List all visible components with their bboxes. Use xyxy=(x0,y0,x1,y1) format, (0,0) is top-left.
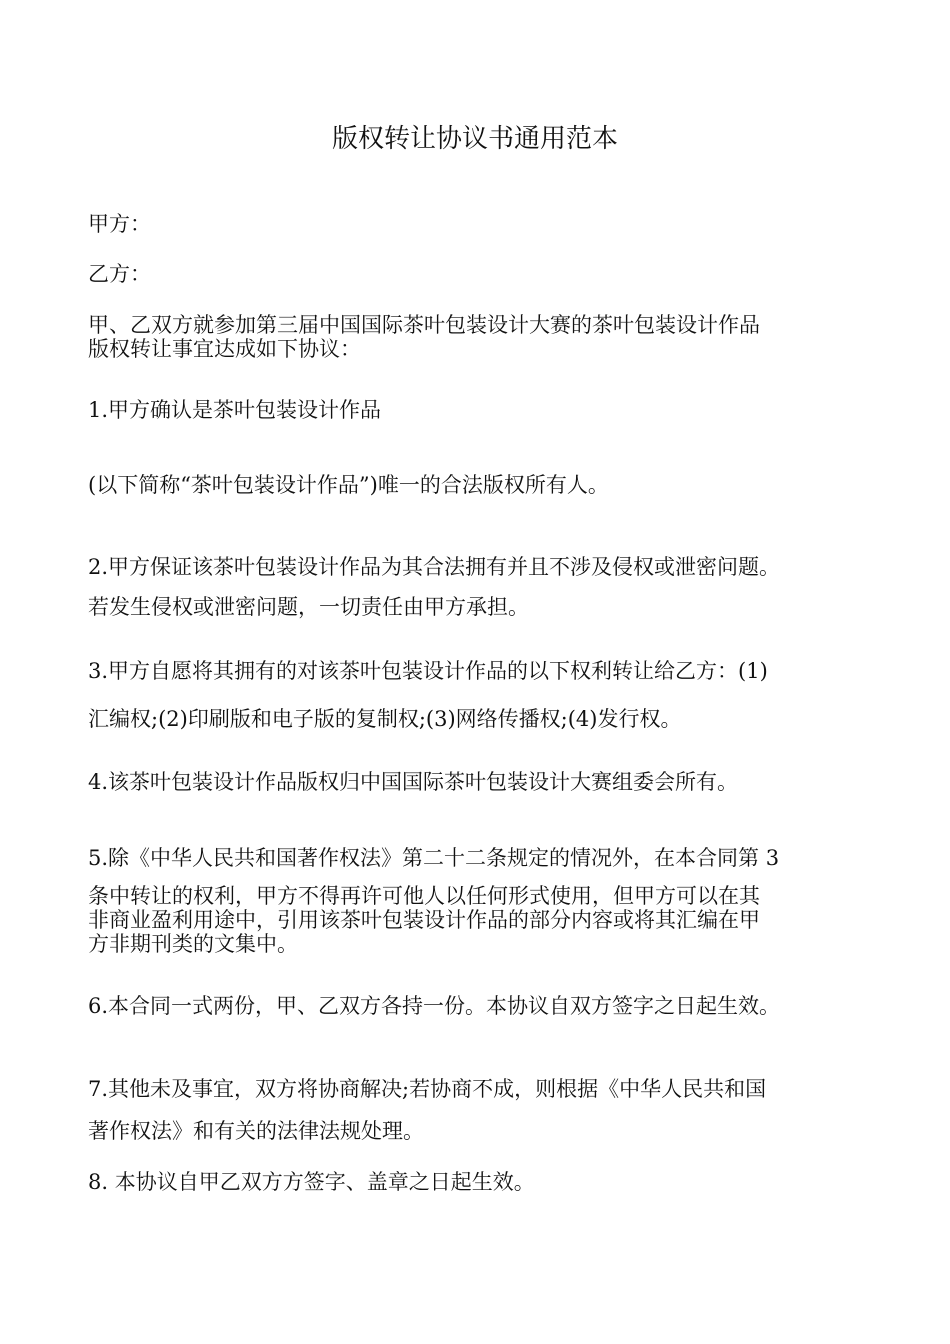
clause-7 xyxy=(88,1068,888,1152)
clause-3-line-2: 汇编权;(2)印刷版和电子版的复制权;(3)网络传播权;(4)发行权。 xyxy=(88,707,682,731)
clause-7-line-2: 著作权法》和有关的法律法规处理。 xyxy=(88,1119,424,1143)
clause-6: 6.本合同一式两份，甲、乙双方各持一份。本协议自双方签字之日起生效。 xyxy=(88,994,781,1018)
clause-5 xyxy=(88,846,888,956)
document-title: 版权转让协议书通用范本 xyxy=(331,124,618,154)
clause-3-line-1: 3.甲方自愿将其拥有的对该茶叶包装设计作品的以下权利转让给乙方：(1) xyxy=(88,659,768,683)
clause-2-line-2: 若发生侵权或泄密问题，一切责任由甲方承担。 xyxy=(88,595,529,619)
clause-2-line-1: 2.甲方保证该茶叶包装设计作品为其合法拥有并且不涉及侵权或泄密问题。 xyxy=(88,555,781,579)
clause-5-line-3: 非商业盈利用途中，引用该茶叶包装设计作品的部分内容或将其汇编在甲 xyxy=(88,908,760,932)
clause-1: 1.甲方确认是茶叶包装设计作品 xyxy=(88,398,382,422)
party-b-label: 乙方： xyxy=(88,262,151,286)
clause-4: 4.该茶叶包装设计作品版权归中国国际茶叶包装设计大赛组委会所有。 xyxy=(88,770,739,794)
intro-line-1: 甲、乙双方就参加第三届中国国际茶叶包装设计大赛的茶叶包装设计作品 xyxy=(88,313,760,337)
clause-5-line-2: 条中转让的权利，甲方不得再许可他人以任何形式使用，但甲方可以在其 xyxy=(88,884,760,908)
clause-5-line-4: 方非期刊类的文集中。 xyxy=(88,932,298,956)
clause-1-continuation: (以下简称“茶叶包装设计作品”)唯一的合法版权所有人。 xyxy=(88,473,609,497)
intro-line-2: 版权转让事宜达成如下协议： xyxy=(88,337,361,361)
party-a-label: 甲方： xyxy=(88,212,151,236)
intro-paragraph xyxy=(88,313,888,361)
clause-3 xyxy=(88,647,888,743)
clause-2 xyxy=(88,547,888,627)
clause-8: 8. 本协议自甲乙双方方签字、盖章之日起生效。 xyxy=(88,1170,535,1194)
clause-5-line-1: 5.除《中华人民共和国著作权法》第二十二条规定的情况外，在本合同第 3 xyxy=(88,846,780,870)
clause-7-line-1: 7.其他未及事宜，双方将协商解决;若协商不成，则根据《中华人民共和国 xyxy=(88,1077,767,1101)
